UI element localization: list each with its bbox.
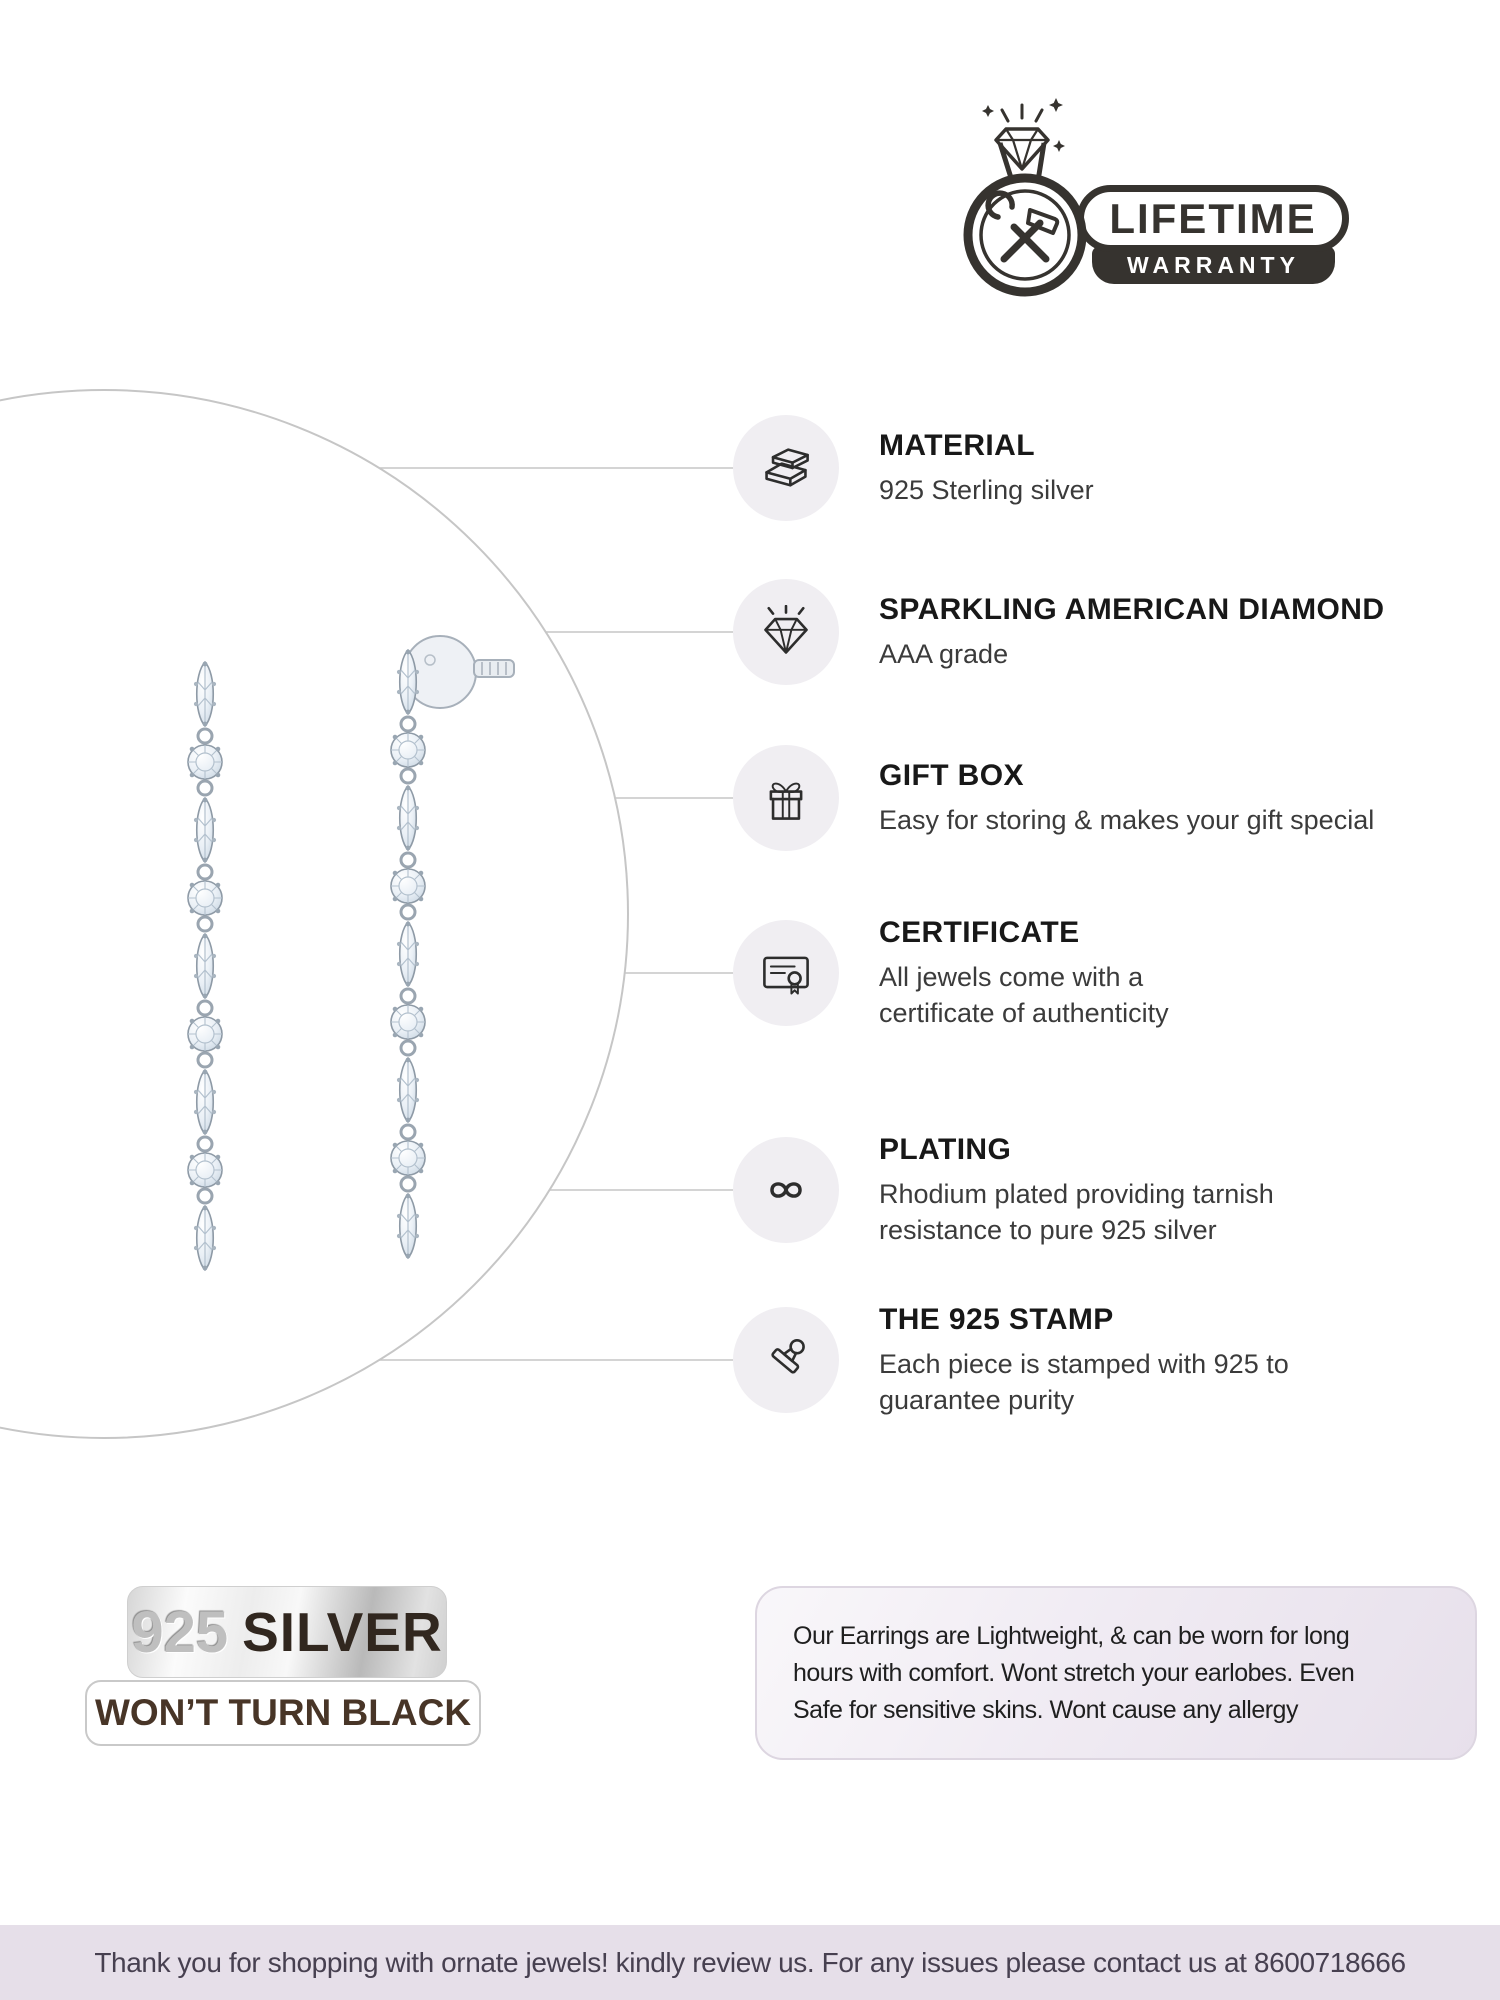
silver-plate-label: SILVER [242, 1601, 443, 1663]
plating-icon-circle [733, 1137, 839, 1243]
feature-certificate [733, 915, 1169, 1028]
feature-plating [733, 1132, 1274, 1245]
silver-plate-badge [127, 1586, 447, 1678]
giftbox-icon-circle [733, 745, 839, 851]
feature-text [879, 1303, 1289, 1418]
feature-title: GIFT BOX [879, 758, 1024, 792]
info-line: hours with comfort. Wont stretch your earlobes. Even [793, 1659, 1355, 1687]
info-line: Safe for sensitive skins. Wont cause any allergy [793, 1696, 1298, 1724]
feature-giftbox [733, 745, 1374, 851]
feature-description-line: certificate of authenticity [879, 997, 1169, 1028]
feature-text [879, 759, 1374, 838]
feature-title: SPARKLING AMERICAN DIAMOND [879, 592, 1385, 626]
right-earring [391, 636, 514, 1258]
screw-post [474, 660, 514, 677]
feature-description: Easy for storing & makes your gift special [879, 804, 1375, 835]
feature-title: MATERIAL [879, 428, 1035, 462]
certificate-icon-circle [733, 920, 839, 1026]
certificate-icon [759, 946, 813, 1000]
diamond-icon [759, 605, 813, 659]
diamond-icon-circle [733, 579, 839, 685]
silver-plate-925: 925 [131, 1599, 229, 1665]
feature-title: PLATING [879, 1132, 1012, 1166]
feature-title: CERTIFICATE [879, 915, 1080, 949]
left-earring [188, 662, 222, 1271]
feature-description-line: guarantee purity [879, 1384, 1075, 1415]
feature-text [879, 593, 1384, 672]
footer-text: Thank you for shopping with ornate jewels! kindly review us. For any issues please contact us at 8600718666 [94, 1946, 1406, 1978]
lifetime-badge-subtitle: WARRANTY [1092, 246, 1335, 284]
feature-text [879, 429, 1094, 508]
wont-turn-black-badge: WON’T TURN BLACK [85, 1680, 481, 1746]
footer-thankyou-bar [0, 1925, 1500, 2000]
feature-description-line: resistance to pure 925 silver [879, 1214, 1217, 1245]
stamp-icon-circle [733, 1307, 839, 1413]
feature-stamp [733, 1302, 1289, 1415]
ring-tools-icon [950, 85, 1100, 305]
infinity-icon [759, 1163, 813, 1217]
feature-description-line: All jewels come with a [879, 961, 1144, 992]
feature-text [879, 916, 1169, 1031]
gift-box-icon [759, 771, 813, 825]
feature-material [733, 415, 1094, 521]
feature-description: AAA grade [879, 638, 1009, 669]
feature-description: 925 Sterling silver [879, 474, 1094, 505]
stamp-icon [759, 1333, 813, 1387]
info-line: Our Earrings are Lightweight, & can be worn for long [793, 1622, 1350, 1650]
lifetime-badge-title: LIFETIME [1077, 185, 1349, 252]
earrings-product-image [130, 620, 550, 1360]
feature-title: THE 925 STAMP [879, 1302, 1114, 1336]
feature-text [879, 1133, 1274, 1248]
silver-bars-icon [759, 441, 813, 495]
lightweight-info-box [755, 1586, 1477, 1760]
feature-description-line: Rhodium plated providing tarnish [879, 1178, 1274, 1209]
feature-diamond [733, 579, 1384, 685]
material-icon-circle [733, 415, 839, 521]
feature-description-line: Each piece is stamped with 925 to [879, 1348, 1289, 1379]
